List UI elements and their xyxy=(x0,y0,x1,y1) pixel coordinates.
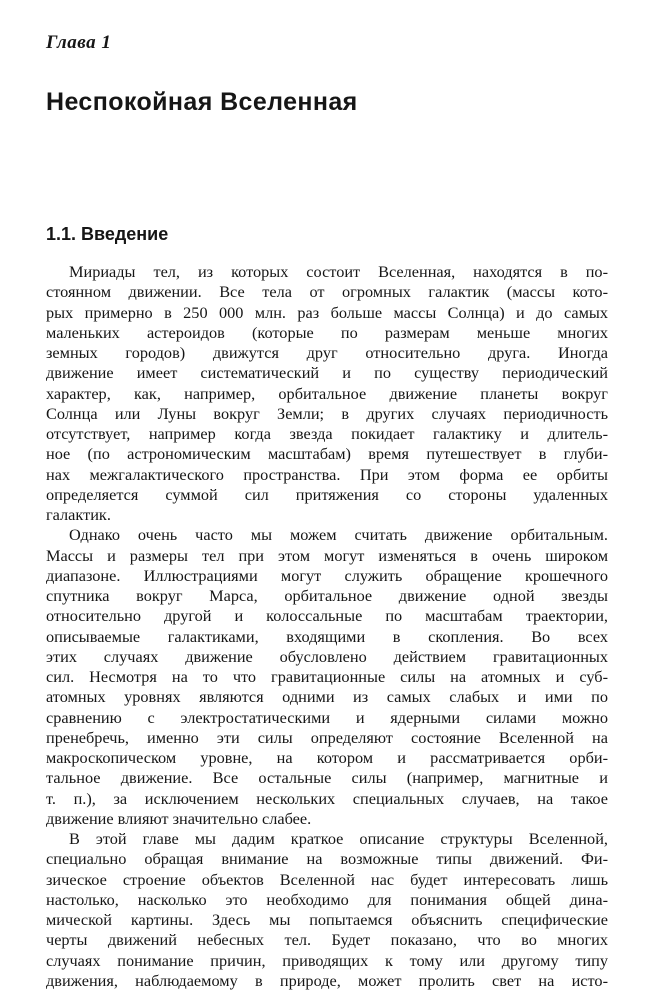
text-line: сил. Несмотря на то что гравитационные силы на атомных и суб- xyxy=(46,667,608,686)
text-line: мической картины. Здесь мы попытаемся объяснить специфические xyxy=(46,910,608,929)
text-line: отсутствует, например когда звезда покидает галактику и длитель- xyxy=(46,424,608,443)
text-line: рых примерно в 250 000 млн. раз больше массы Солнца) и до самых xyxy=(46,302,608,322)
chapter-title: Неспокойная Вселенная xyxy=(46,88,358,116)
text-line: галактик. xyxy=(46,505,111,524)
text-line: тальное движение. Все остальные силы (например, магнитные и xyxy=(46,768,608,788)
text-line: относительно другой и колоссальные по масштабам траектории, xyxy=(46,606,608,626)
text-line: Солнца или Луны вокруг Земли; в других случаях периодичность xyxy=(46,403,608,423)
text-line: определяется суммой сил притяжения со стороны удаленных xyxy=(46,484,608,504)
text-line: настолько, насколько это необходимо для понимания общей дина- xyxy=(46,889,608,909)
text-line: описываемые галактиками, входящими в скопления. Во всех xyxy=(46,626,608,646)
text-line: земных городов) движутся друг относительно друга. Иногда xyxy=(46,343,608,362)
body-text xyxy=(46,262,608,991)
text-line: сравнению с электростатическими и ядерными силами можно xyxy=(46,707,608,727)
text-line: ное (по астрономическим масштабам) время путешествует в глуби- xyxy=(46,444,608,464)
text-line: движения, наблюдаемому в природе, может пролить свет на исто- xyxy=(46,970,608,990)
section-title: 1.1. Введение xyxy=(46,224,169,244)
text-line: характер, как, например, орбитальное движение планеты вокруг xyxy=(46,383,608,403)
text-line: стоянном движении. Все тела от огромных галактик (массы кото- xyxy=(46,282,608,302)
text-line: макроскопическом уровне, на котором и рассматривается орби- xyxy=(46,748,608,767)
text-line: Мириады тел, из которых состоит Вселенная, находятся в по- xyxy=(69,262,608,281)
text-line: спутника вокруг Марса, орбитальное движение одной звезды xyxy=(46,586,608,605)
text-line: нах межгалактического пространства. При этом форма ее орбиты xyxy=(46,464,608,484)
text-line: зическое строение объектов Вселенной нас будет интересовать лишь xyxy=(46,869,608,889)
text-line: черты движений небесных тел. Будет показано, что во многих xyxy=(46,930,608,950)
text-line: т. п.), за исключением нескольких специальных случаев, на такое xyxy=(46,788,608,808)
text-line: Однако очень часто мы можем считать движение орбитальным. xyxy=(69,525,608,545)
text-line: диапазоне. Иллюстрациями могут служить обращение крошечного xyxy=(46,565,608,585)
text-line: специально обращая внимание на возможные типы движений. Фи- xyxy=(46,849,608,869)
text-line: В этой главе мы дадим краткое описание структуры Вселенной, xyxy=(69,829,608,848)
text-line: пренебречь, именно эти силы определяют состояние Вселенной на xyxy=(46,727,608,747)
text-line: этих случаях движение обусловлено действием гравитационных xyxy=(46,646,608,666)
text-line: маленьких астероидов (которые по размерам меньше многих xyxy=(46,322,608,342)
text-line: движение влияют значительно слабее. xyxy=(46,808,312,828)
text-line: атомных уровнях являются одними из самых слабых и ими по xyxy=(46,687,608,707)
text-line: случаях понимание причин, приводящих к тому или другому типу xyxy=(46,950,608,970)
chapter-label: Глава 1 xyxy=(46,32,112,53)
text-line: движение имеет систематический и по существу периодический xyxy=(46,363,608,383)
text-line: Массы и размеры тел при этом могут изменяться в очень широком xyxy=(46,545,608,565)
